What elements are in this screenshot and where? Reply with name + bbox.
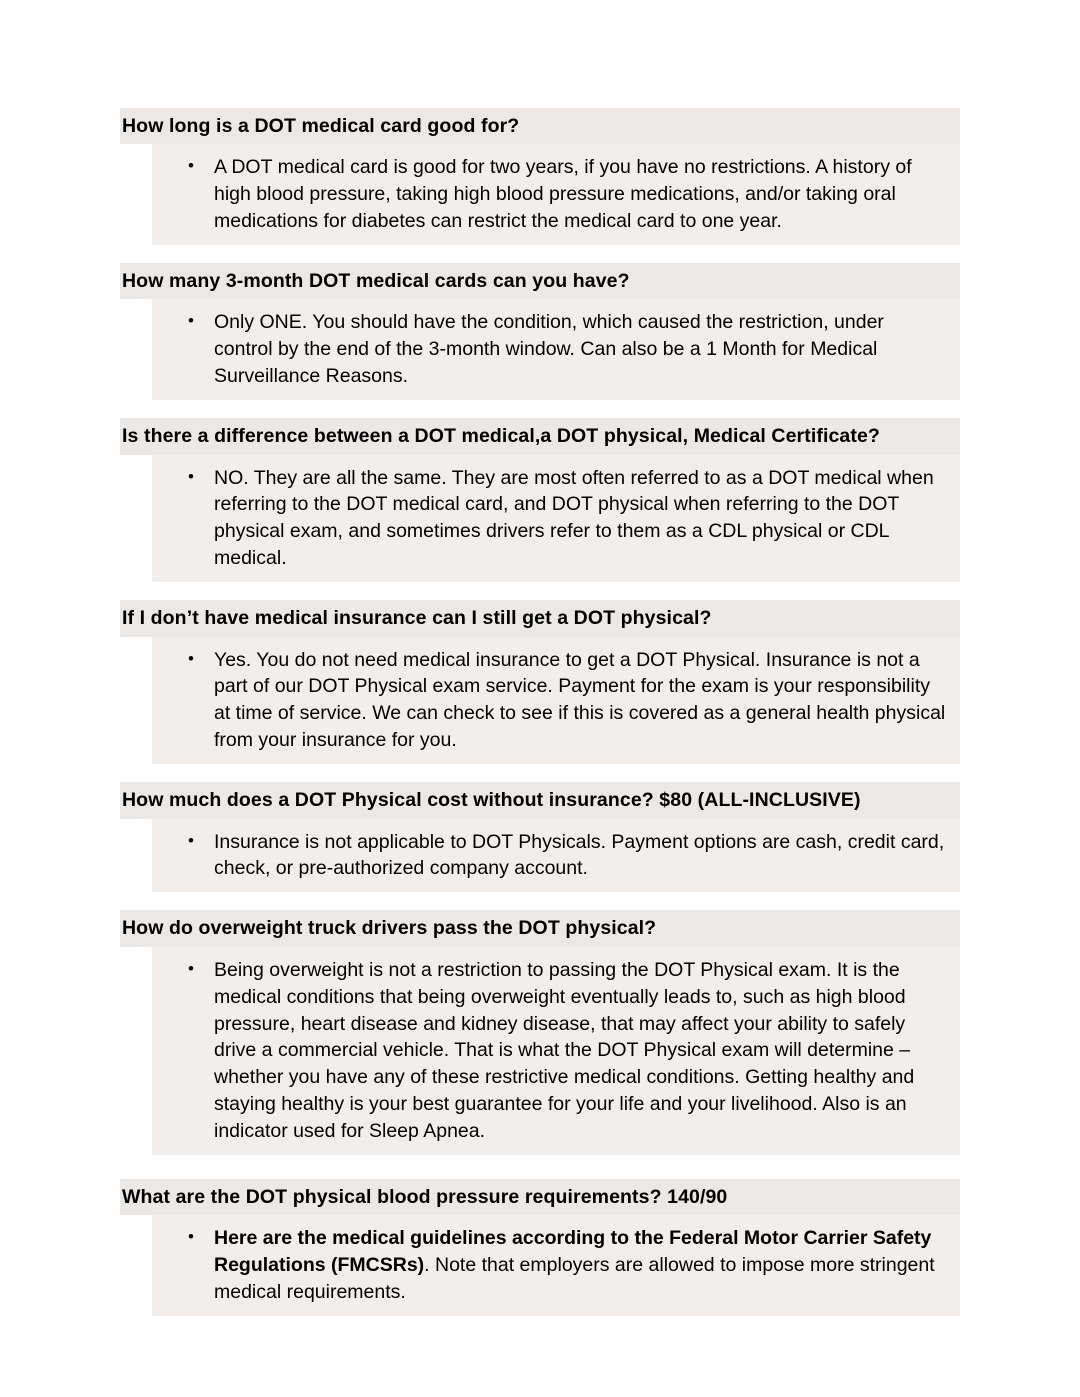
spacer: [120, 1155, 960, 1179]
faq-answer: [152, 144, 960, 245]
answer-list: [152, 647, 960, 755]
faq-question: How long is a DOT medical card good for?: [120, 108, 960, 144]
answer-text-bold: Here are the medical guidelines according to the Federal Motor Carrier Safety Regulations (FMCSRs): [214, 1227, 932, 1277]
bullet-icon: •: [188, 958, 194, 978]
answer-text: . Note that employers are allowed to impose more stringent medical requirements.: [214, 1254, 935, 1304]
answer-text: Yes. You do not need medical insurance to get a DOT Physical. Insurance is not a part of our DOT Physical exam service. Payment for the exam is your responsibility at time of service. We can check to see if this is covered as a general health physical from your insurance for you.: [214, 648, 946, 752]
answer-text: NO. They are all the same. They are most often referred to as a DOT medical when referring to the DOT medical card, and DOT physical when referring to the DOT physical exam, and sometimes drivers refer to them as a CDL physical or CDL medical.: [214, 466, 934, 570]
answer-list: [152, 829, 960, 883]
faq-item: [120, 782, 960, 892]
list-item: [152, 154, 960, 235]
list-item: [152, 465, 960, 573]
faq-item: [120, 418, 960, 582]
list-item: [152, 309, 960, 390]
answer-list: [152, 957, 960, 1145]
spacer: [120, 764, 960, 782]
list-item: [152, 1225, 960, 1306]
answer-text: A DOT medical card is good for two years, if you have no restrictions. A history of high blood pressure, taking high blood pressure medications, and/or taking oral medications for diabetes can restrict the medical card to one year.: [214, 156, 912, 233]
faq-question: How many 3-month DOT medical cards can you have?: [120, 263, 960, 299]
faq-item: [120, 600, 960, 764]
faq-question: Is there a difference between a DOT medical,a DOT physical, Medical Certificate?: [120, 418, 960, 454]
bullet-icon: •: [188, 830, 194, 850]
list-item: [152, 829, 960, 883]
bullet-icon: •: [188, 466, 194, 486]
answer-list: [152, 1225, 960, 1306]
faq-answer: [152, 637, 960, 765]
answer-list: [152, 465, 960, 573]
faq-answer: [152, 1215, 960, 1316]
answer-text: Being overweight is not a restriction to passing the DOT Physical exam. It is the medical conditions that being overweight eventually leads to, such as high blood pressure, heart disease and kidney disease, that may affect your ability to safely drive a commercial vehicle. That is what the DOT Physical exam will determine – whether you have any of these restrictive medical conditions. Getting healthy and staying healthy is your best guarantee for your life and your livelihood. Also is an indicator used for Sleep Apnea.: [214, 958, 915, 1143]
faq-item: [120, 108, 960, 245]
answer-list: [152, 154, 960, 235]
bullet-icon: •: [188, 648, 194, 668]
faq-item: [120, 910, 960, 1155]
bullet-icon: •: [188, 1227, 194, 1247]
faq-item: [120, 263, 960, 400]
list-item: [152, 647, 960, 755]
faq-question: How do overweight truck drivers pass the DOT physical?: [120, 910, 960, 946]
faq-answer: [152, 819, 960, 893]
answer-list: [152, 309, 960, 390]
faq-answer: [152, 455, 960, 583]
spacer: [120, 400, 960, 418]
spacer: [120, 245, 960, 263]
bullet-icon: •: [188, 311, 194, 331]
spacer: [120, 892, 960, 910]
bullet-icon: •: [188, 156, 194, 176]
answer-text: Insurance is not applicable to DOT Physicals. Payment options are cash, credit card, check, or pre-authorized company account.: [214, 830, 945, 880]
answer-text: Only ONE. You should have the condition, which caused the restriction, under control by the end of the 3-month window. Can also be a 1 Month for Medical Surveillance Reasons.: [214, 311, 884, 388]
faq-item: [120, 1179, 960, 1316]
faq-question: If I don’t have medical insurance can I still get a DOT physical?: [120, 600, 960, 636]
faq-question: How much does a DOT Physical cost without insurance? $80 (ALL-INCLUSIVE): [120, 782, 960, 818]
faq-answer: [152, 947, 960, 1155]
faq-answer: [152, 299, 960, 400]
list-item: [152, 957, 960, 1145]
spacer: [120, 582, 960, 600]
faq-question: What are the DOT physical blood pressure requirements? 140/90: [120, 1179, 960, 1215]
